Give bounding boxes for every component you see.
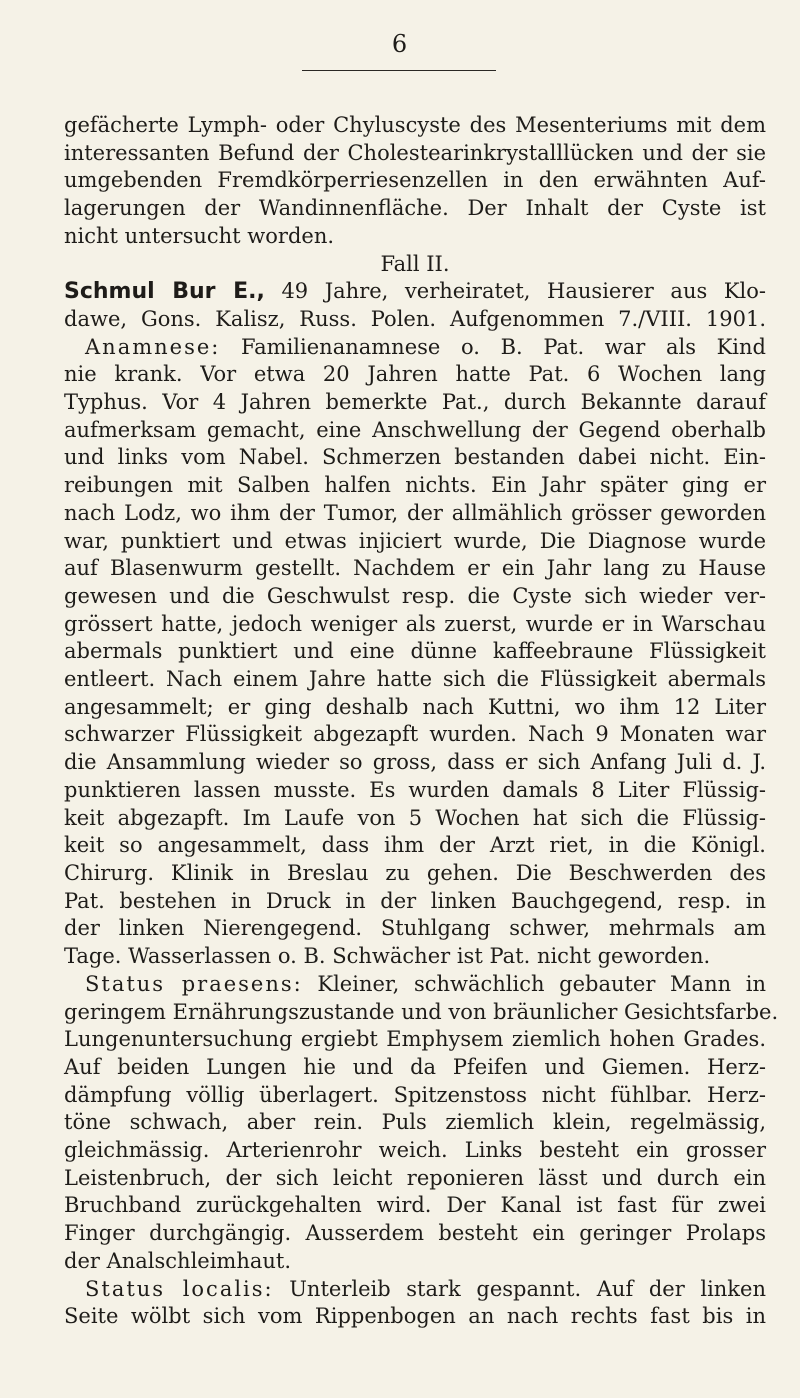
text-line: töne schwach, aber rein. Puls ziemlich klein, regelmässig, [64,1110,766,1135]
anamnese-label: Anamnese: [85,334,221,359]
text-line: Typhus. Vor 4 Jahren bemerkte Pat., durch Bekannte darauf [64,390,766,415]
text-line: auf Blasenwurm gestellt. Nachdem er ein Jahr lang zu Hause [64,556,766,581]
text-line: keit abgezapft. Im Laufe von 5 Wochen hat sich die Flüssig- [64,805,766,830]
text-line: interessanten Befund der Cholestearinkrystalllücken und der sie [64,140,766,165]
anamnese-line [64,334,766,362]
text-line: Tage. Wasserlassen o. B. Schwächer ist Pat. nicht geworden. [64,944,711,969]
text-line: dämpfung völlig überlagert. Spitzenstoss nicht fühlbar. Herz- [64,1082,766,1107]
text-line: der linken Nierengegend. Stuhlgang schwer, mehrmals am [64,916,766,941]
patient-line [64,278,766,306]
text-line: Leistenbruch, der sich leicht reponieren lässt und durch ein [64,1165,766,1190]
anamnese-text: Familienanamnese o. B. Pat. war als Kind [241,334,766,359]
text-line: gewesen und die Geschwulst resp. die Cyste sich wieder ver- [64,583,766,608]
text-line: punktieren lassen musste. Es wurden damals 8 Liter Flüssig- [64,777,766,802]
text-line: lagerungen der Wandinnenfläche. Der Inhalt der Cyste ist [64,196,766,221]
text-line: der Analschleimhaut. [64,1248,292,1273]
status-praesens-label: Status praesens: [85,971,303,996]
text-line: schwarzer Flüssigkeit abgezapft wurden. Nach 9 Monaten war [64,722,766,747]
text-line: Pat. bestehen in Druck in der linken Bauchgegend, resp. in [64,888,766,913]
text-line: angesammelt; er ging deshalb nach Kuttni, wo ihm 12 Liter [64,694,766,719]
status-localis-line [64,1276,766,1304]
text-line: entleert. Nach einem Jahre hatte sich die Flüssigkeit abermals [64,667,766,692]
text-line: Finger durchgängig. Ausserdem besteht ein geringer Prolaps [64,1221,766,1246]
text-line: abermals punktiert und eine dünne kaffeebraune Flüssigkeit [64,639,766,664]
text-line: Bruchband zurückgehalten wird. Der Kanal ist fast für zwei [64,1193,766,1218]
text-line: reibungen mit Salben halfen nichts. Ein Jahr später ging er [64,473,766,498]
text-line: nach Lodz, wo ihm der Tumor, der allmählich grösser geworden [64,500,766,525]
status-praesens-text: Kleiner, schwächlich gebauter Mann in [317,971,766,996]
patient-name: Schmul Bur E., [64,279,265,305]
text-line: gefächerte Lymph- oder Chyluscyste des Mesenteriums mit dem [64,113,766,137]
text-line: nie krank. Vor etwa 20 Jahren hatte Pat. 6 Wochen lang [64,362,766,387]
text-line: gleichmässig. Arterienrohr weich. Links besteht ein grosser [64,1138,766,1163]
status-localis-label: Status localis: [85,1276,274,1301]
status-praesens-line [64,971,766,999]
text-line: nicht untersucht worden. [64,223,335,248]
text-line: die Ansammlung wieder so gross, dass er sich Anfang Juli d. J. [64,750,766,775]
text-line: grössert hatte, jedoch weniger als zuerst, wurde er in Warschau [64,611,766,636]
status-localis-text: Unterleib stark gespannt. Auf der linken [289,1276,766,1301]
text-line: keit so angesammelt, dass ihm der Arzt riet, in die Königl. [64,833,766,858]
text-line: umgebenden Fremdkörperriesenzellen in den erwähnten Auf- [64,168,766,193]
page-number: 6 [391,30,409,58]
body-text [64,112,779,1331]
case-heading: Fall II. [380,251,450,276]
text-line: und links vom Nabel. Schmerzen bestanden dabei nicht. Ein- [64,445,766,470]
text-line: Auf beiden Lungen hie und da Pfeifen und Giemen. Herz- [64,1054,766,1079]
patient-details: 49 Jahre, verheiratet, Hausierer aus Klo- [281,279,766,304]
text-line: Lungenuntersuchung ergiebt Emphysem ziemlich hohen Grades. [64,1027,766,1052]
text-line: aufmerksam gemacht, eine Anschwellung der Gegend oberhalb [64,417,766,442]
text-line: Seite wölbt sich vom Rippenbogen an nach rechts fast bis in [64,1304,766,1329]
header-rule [302,70,496,71]
text-line: geringem Ernährungszustande und von bräunlicher Gesichtsfarbe. [64,999,779,1024]
text-line: dawe, Gons. Kalisz, Russ. Polen. Aufgenommen 7./VIII. 1901. [64,306,766,331]
text-line: war, punktiert und etwas injiciert wurde, Die Diagnose wurde [64,528,766,553]
text-line: Chirurg. Klinik in Breslau zu gehen. Die Beschwerden des [64,860,766,885]
